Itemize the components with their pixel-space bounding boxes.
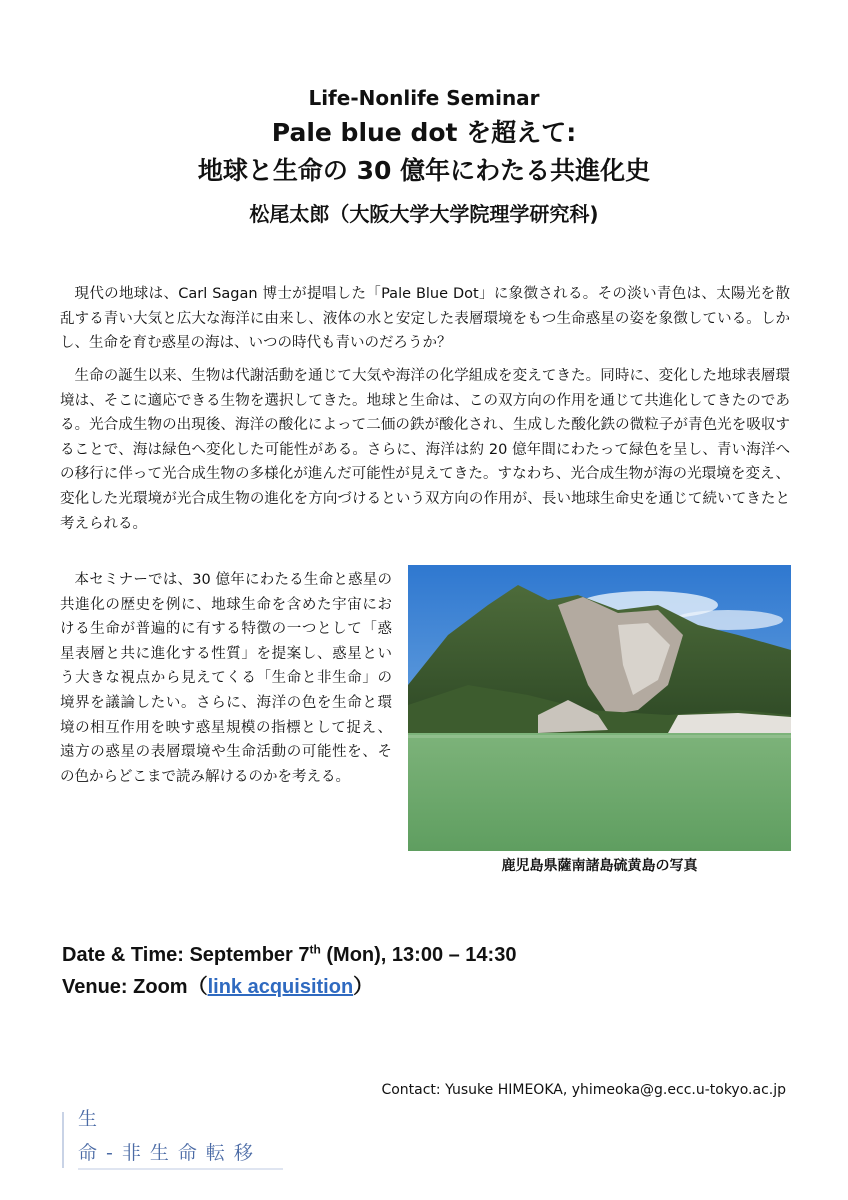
speaker: 松尾太郎（大阪大学大学院理学研究科) bbox=[249, 202, 599, 226]
life-nonlife-logo bbox=[62, 1102, 292, 1172]
date-time bbox=[62, 942, 516, 968]
zoom-link[interactable]: link acquisition bbox=[207, 976, 354, 998]
seminar-title-line1: Pale blue dot を超えて: bbox=[271, 118, 577, 147]
seminar-title-line2: 地球と生命の 30 億年にわたる共進化史 bbox=[197, 156, 651, 185]
date-ordinal: th bbox=[309, 942, 321, 957]
contact-info: Contact: Yusuke HIMEOKA, yhimeoka@g.ecc.u-tokyo.ac.jp bbox=[381, 1082, 786, 1098]
date-suffix: (Mon), 13:00 – 14:30 bbox=[320, 944, 517, 966]
logo-text-row1: 生 bbox=[78, 1108, 107, 1130]
island-photo-illustration bbox=[408, 565, 791, 851]
logo-bar bbox=[62, 1112, 64, 1168]
abstract-paragraph-2: 生命の誕生以来、生物は代謝活動を通じて大気や海洋の化学組成を変えてきた。同時に、変化した地球表層環境は、そこに適応できる生物を選択してきた。地球と生命は、この双方向の作用を通じて共進化してきたのである。光合成生物の出現後、海洋の酸化によって二価の鉄が酸化され、生成した酸化鉄の微粒子が青色光を吸収することで、海は緑色へ変化した可能性がある。さらに、海洋は約 20 億年間にわたって緑色を呈し、青い海洋への移行に伴って光合成生物の多様化が進んだ可能性が見えてきた。すなわち、光合成生物が海の光環境を変え、変化した光環境が光合成生物の進化を方向づけるという双方向の作用が、長い地球生命史を通じて続いてきたと考えられる。 bbox=[60, 368, 790, 532]
seminar-series: Life-Nonlife Seminar bbox=[308, 86, 540, 110]
island-photo bbox=[408, 565, 791, 851]
venue-prefix: Venue: Zoom（ bbox=[62, 976, 208, 998]
logo-text-row2: 命-非生命転移 bbox=[78, 1142, 262, 1164]
abstract-paragraph-1: 現代の地球は、Carl Sagan 博士が提唱した「Pale Blue Dot」に象徴される。その淡い青色は、太陽光を散乱する青い大気と広大な海洋に由来し、液体の水と安定した表層環境をもつ生命惑星の姿を象徴している。しかし、生命を育む惑星の海は、いつの時代も青いのだろうか？ bbox=[60, 286, 790, 352]
venue-suffix: ） bbox=[353, 976, 374, 998]
abstract-paragraph-3: 本セミナーでは、30 億年にわたる生命と惑星の共進化の歴史を例に、地球生命を含めた宇宙における生命が普遍的に有する特徴の一つとして「惑星表層と共に進化する性質」を提案し、惑星という大きな視点から見えてくる「生命と非生命」の境界を議論したい。さらに、海洋の色を生命と環境の相互作用を映す惑星規模の指標として捉え、遠方の惑星の表層環境や生命活動の可能性を、その色からどこまで読み解けるのかを考える。 bbox=[60, 572, 392, 785]
seminar-header bbox=[0, 82, 848, 230]
date-prefix: Date & Time: September 7 bbox=[62, 944, 310, 966]
logo-underline bbox=[78, 1168, 283, 1170]
venue bbox=[62, 974, 373, 1000]
photo-caption: 鹿児島県薩南諸島硫黄島の写真 bbox=[501, 858, 698, 874]
